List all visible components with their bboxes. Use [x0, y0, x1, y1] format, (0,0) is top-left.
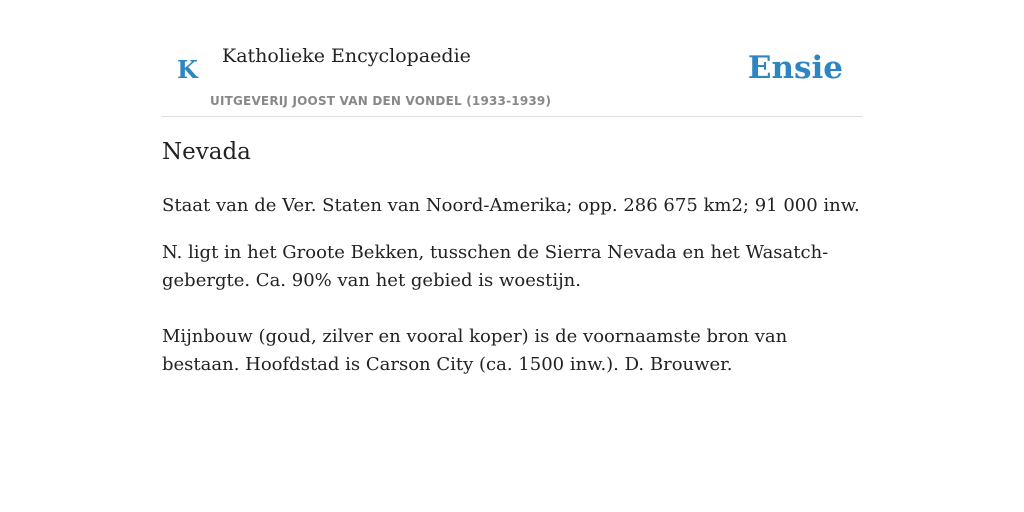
article-paragraph-2: N. ligt in het Groote Bekken, tusschen de Sierra Nevada en het Wasatch-gebergte. Ca. 90% van het gebied is woestijn. — [162, 242, 829, 291]
ensie-brand-logo[interactable]: Ensie — [747, 50, 843, 86]
article-title: Nevada — [162, 139, 251, 165]
article-paragraph-1: Staat van de Ver. Staten van Noord-Amerika; opp. 286 675 km2; 91 000 inw. — [162, 195, 860, 216]
article-paragraph-3: Mijnbouw (goud, zilver en vooral koper) is de voornaamste bron van bestaan. Hoofdstad is Carson City (ca. 1500 inw.). D. Brouwer. — [162, 326, 788, 375]
publisher-subtitle: UITGEVERIJ JOOST VAN DEN VONDEL (1933-1939) — [210, 94, 552, 108]
encyclopedia-logo[interactable]: K — [177, 55, 198, 84]
site-title-link[interactable]: Katholieke Encyclopaedie — [222, 45, 471, 67]
site-header — [162, 0, 862, 117]
page-container — [162, 0, 862, 375]
